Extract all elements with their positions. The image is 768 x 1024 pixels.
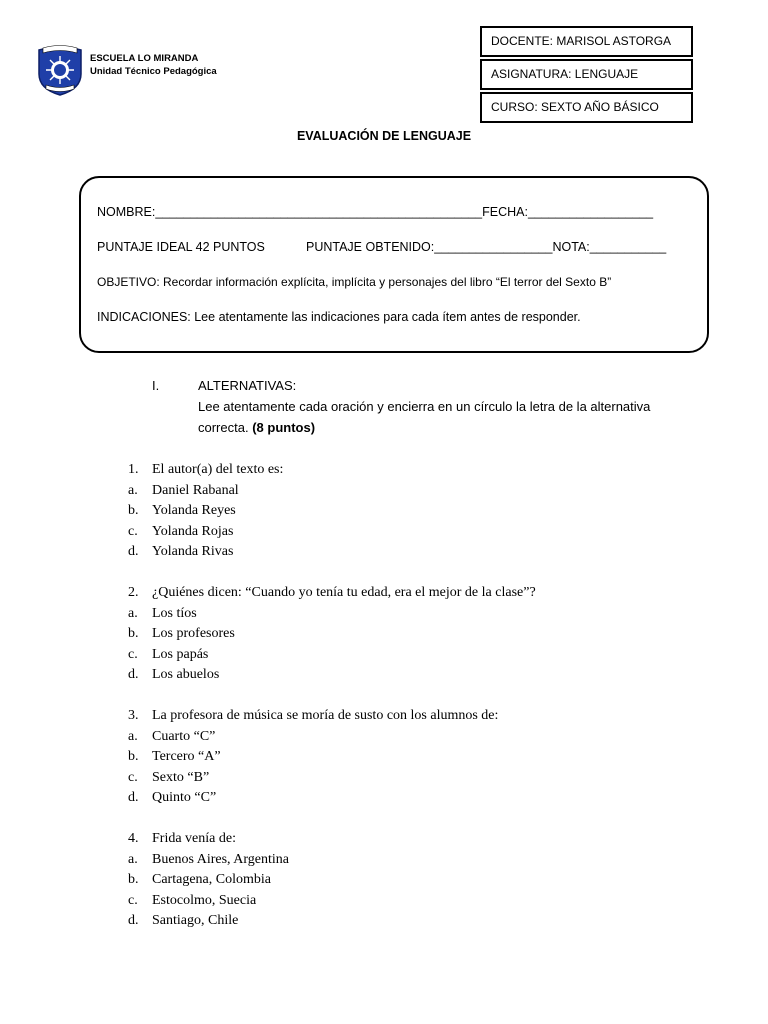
option-text: Los papás [152,646,209,662]
option-text: Los tíos [152,605,197,621]
option-letter[interactable]: b. [128,749,139,765]
option-letter[interactable]: d. [128,790,139,806]
docente-box: DOCENTE: MARISOL ASTORGA [480,26,693,57]
question-number: 2. [128,585,139,600]
indicaciones: INDICACIONES: Lee atentamente las indicaciones para cada ítem antes de responder. [97,310,581,324]
option-letter[interactable]: a. [128,482,138,498]
nota-blank[interactable]: ___________ [589,240,667,254]
option-letter[interactable]: b. [128,503,139,519]
option-letter[interactable]: c. [128,523,138,539]
section-number: I. [152,378,160,393]
option-letter[interactable]: c. [128,646,138,662]
page-title: EVALUACIÓN DE LENGUAJE [296,129,472,143]
option-text: Tercero “A” [152,749,221,765]
section-heading: ALTERNATIVAS: [198,378,297,393]
option-text: Quinto “C” [152,790,217,806]
question-number: 3. [128,708,139,723]
option-text: Los profesores [152,626,235,642]
puntaje-line [97,240,265,254]
option-letter[interactable]: b. [128,626,139,642]
question-text: El autor(a) del texto es: [152,462,284,477]
option-text: Sexto “B” [152,769,210,785]
option-letter[interactable]: c. [128,769,138,785]
school-name: ESCUELA LO MIRANDA [90,53,199,64]
section-points: (8 puntos) [252,420,316,435]
option-text: Cartagena, Colombia [152,872,271,888]
puntaje-obtenido-blank[interactable]: _________________ [434,240,553,254]
option-letter[interactable]: a. [128,605,138,621]
option-letter[interactable]: d. [128,544,139,560]
puntaje-obtenido-label: PUNTAJE OBTENIDO: [306,240,435,254]
nombre-blank[interactable]: _______________________________________________ [155,205,483,219]
option-text: Buenos Aires, Argentina [152,851,290,867]
option-text: Yolanda Rivas [152,544,234,560]
fecha-blank[interactable]: __________________ [527,205,654,219]
asignatura-box: ASIGNATURA: LENGUAJE [480,59,693,90]
puntaje-obtenido-line[interactable] [306,240,666,254]
question-number: 1. [128,462,139,477]
nota-label: NOTA: [552,240,590,254]
option-text: Cuarto “C” [152,728,216,744]
option-text: Los abuelos [152,667,220,683]
question-text: Frida venía de: [152,831,236,846]
objetivo: OBJETIVO: Recordar información explícita, implícita y personajes del libro “El terror del Sexto B” [97,275,612,289]
curso-box: CURSO: SEXTO AÑO BÁSICO [480,92,693,123]
option-letter[interactable]: a. [128,728,138,744]
option-letter[interactable]: d. [128,913,139,929]
option-text: Daniel Rabanal [152,482,239,498]
option-text: Yolanda Rojas [152,523,234,539]
section-text [198,375,668,438]
option-text: Santiago, Chile [152,913,239,929]
question-number: 4. [128,831,139,846]
nombre-label: NOMBRE: [97,205,156,219]
section-instruction: Lee atentamente cada oración y encierra en un círculo la letra de la alternativa correcta. [198,399,651,435]
school-logo [37,44,83,96]
option-letter[interactable]: c. [128,892,138,908]
school-unit: Unidad Técnico Pedagógica [90,66,217,77]
question-text: La profesora de música se moría de susto con los alumnos de: [152,708,499,723]
school-header [90,52,217,78]
option-letter[interactable]: a. [128,851,138,867]
student-info-box [79,176,709,353]
fecha-label: FECHA: [482,205,528,219]
option-letter[interactable]: b. [128,872,139,888]
nombre-line[interactable] [97,205,653,219]
option-text: Estocolmo, Suecia [152,892,257,908]
option-text: Yolanda Reyes [152,503,236,519]
question-text: ¿Quiénes dicen: “Cuando yo tenía tu edad, era el mejor de la clase”? [152,585,536,600]
option-letter[interactable]: d. [128,667,139,683]
puntaje-ideal: PUNTAJE IDEAL 42 PUNTOS [97,240,265,254]
